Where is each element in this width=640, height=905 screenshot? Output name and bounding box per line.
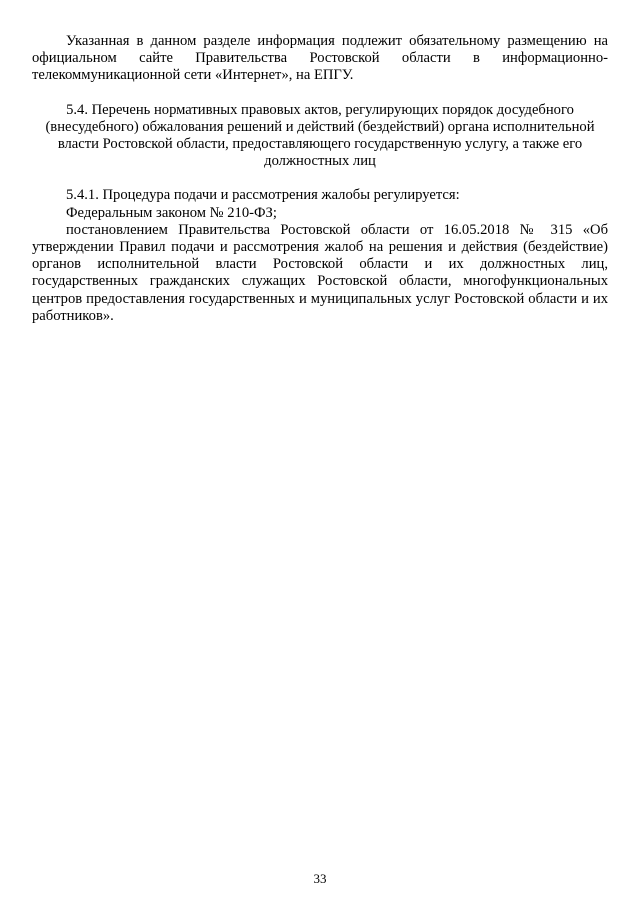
placement-notice-paragraph: Указанная в данном разделе информация подлежит обязательному размещению на официальном сайте Правительства Ростовской области в информационно-телекоммуникационной сети «Интернет», на ЕПГУ. — [32, 33, 608, 84]
subsection-body — [32, 187, 608, 325]
federal-law-item: Федеральным законом № 210-ФЗ; — [66, 204, 277, 221]
document-page — [32, 33, 608, 325]
section-heading: 5.4. Перечень нормативных правовых актов, регулирующих порядок досудебного (внесудебного) обжалования решений и действий (бездействий) органа исполнительной власти Ростовской области, предоставляющего государственную услугу, а также его должностных лиц — [45, 101, 595, 170]
subsection-intro: 5.4.1. Процедура подачи и рассмотрения жалобы регулируется: — [66, 187, 460, 204]
regional-law-item: постановлением Правительства Ростовской области от 16.05.2018 № 315 «Об утверждении Правил подачи и рассмотрения жалоб на решения и действия (бездействие) органов исполнительной власти Ростовской области и их должностных лиц, государственных гражданских служащих Ростовской области, многофункциональных центров предоставления государственных и муниципальных услуг Ростовской области и их работников». — [32, 221, 608, 324]
page-number: 33 — [313, 871, 327, 886]
